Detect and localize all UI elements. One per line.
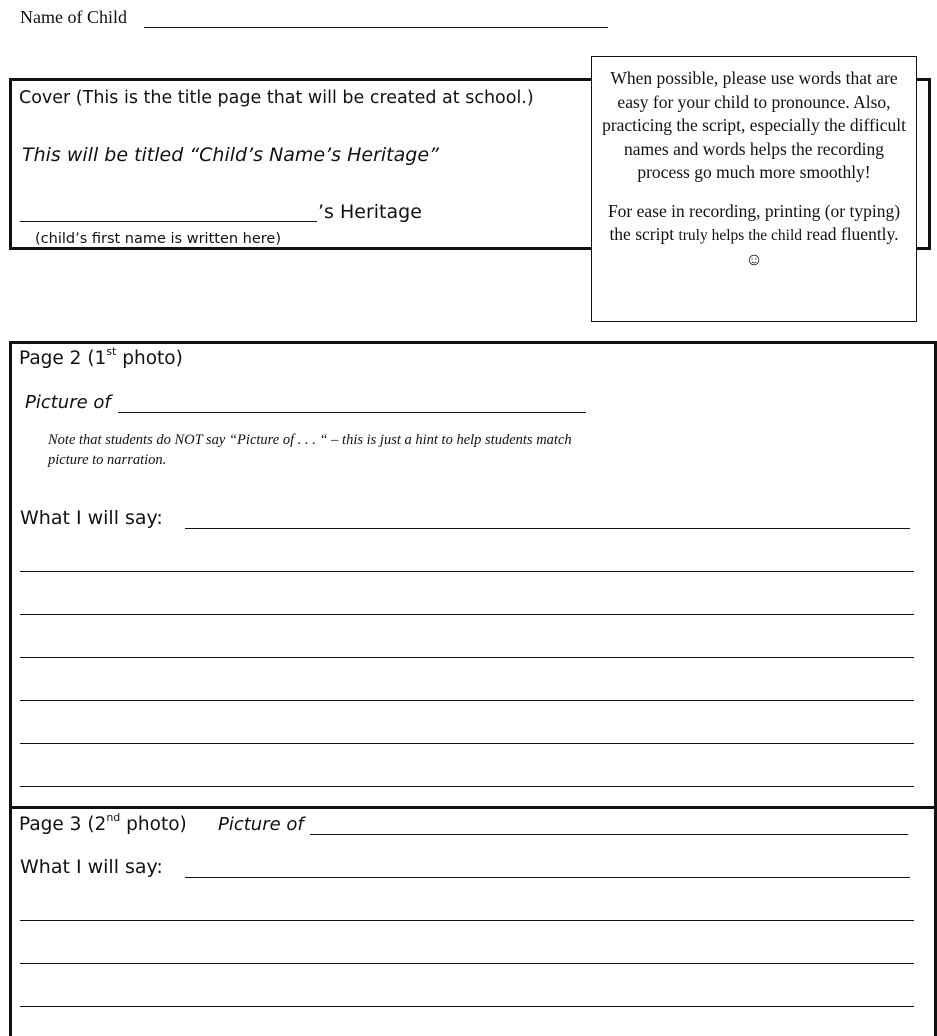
page-3-picture-of-line[interactable] (310, 834, 908, 835)
page-2-writing-line[interactable] (20, 571, 914, 572)
page-3-say-line[interactable] (185, 877, 910, 878)
cover-title: Cover (This is the title page that will be created at school.) (19, 88, 534, 108)
page-3-label-superscript: nd (106, 811, 121, 824)
page-2-label-text: Page 2 (1 (19, 348, 107, 370)
page-2-label-superscript: st (106, 345, 117, 358)
child-name-input-line[interactable] (144, 27, 608, 28)
page-2-what-i-will-say-label: What I will say: (20, 507, 163, 529)
page-2-writing-line[interactable] (20, 657, 914, 658)
page-2-say-line[interactable] (185, 528, 910, 529)
page-2-label (19, 347, 183, 369)
page-3-writing-line[interactable] (20, 963, 914, 964)
recording-tip-text-a: For ease in recording, printing (or typing) the script (607, 200, 901, 244)
child-name-label: Name of Child (20, 7, 127, 27)
recording-tip-paragraph-2 (600, 200, 908, 272)
page-3-section (9, 806, 937, 1036)
page-2-label-suffix: photo) (116, 348, 183, 370)
recording-tip-paragraph-1: When possible, please use words that are easy for your child to pronounce. Also, practicing the script, especially the difficult names and words helps the recording process go much more smoothly! (602, 68, 906, 182)
cover-heritage-suffix: ’s Heritage (318, 201, 422, 223)
page-3-writing-line[interactable] (20, 920, 914, 921)
recording-tip-text-b: truly helps the child (678, 227, 802, 244)
page-3-label (19, 813, 187, 835)
page-2-writing-line[interactable] (20, 743, 914, 744)
page-3-what-i-will-say-label: What I will say: (20, 856, 163, 878)
page-3-picture-of-label: Picture of (218, 814, 304, 835)
page-2-picture-of-line[interactable] (118, 412, 586, 413)
cover-name-hint: (child’s first name is written here) (35, 231, 281, 247)
cover-child-name-line[interactable] (20, 221, 317, 222)
page-2-picture-of-label: Picture of (25, 392, 111, 413)
recording-tips-box (591, 56, 917, 322)
page-2-writing-line[interactable] (20, 700, 914, 701)
page-2-writing-line[interactable] (20, 786, 914, 787)
page-2-writing-line[interactable] (20, 614, 914, 615)
page-2-hint-note: Note that students do NOT say “Picture of . . . “ – this is just a hint to help students match picture to narration. (48, 432, 572, 468)
page-3-label-suffix: photo) (120, 814, 187, 836)
recording-tip-text-c: read fluently. ☺ (745, 224, 899, 269)
page-3-writing-line[interactable] (20, 1006, 914, 1007)
page-3-label-text: Page 3 (2 (19, 814, 107, 836)
cover-titled-line: This will be titled “Child’s Name’s Heritage” (22, 144, 439, 166)
